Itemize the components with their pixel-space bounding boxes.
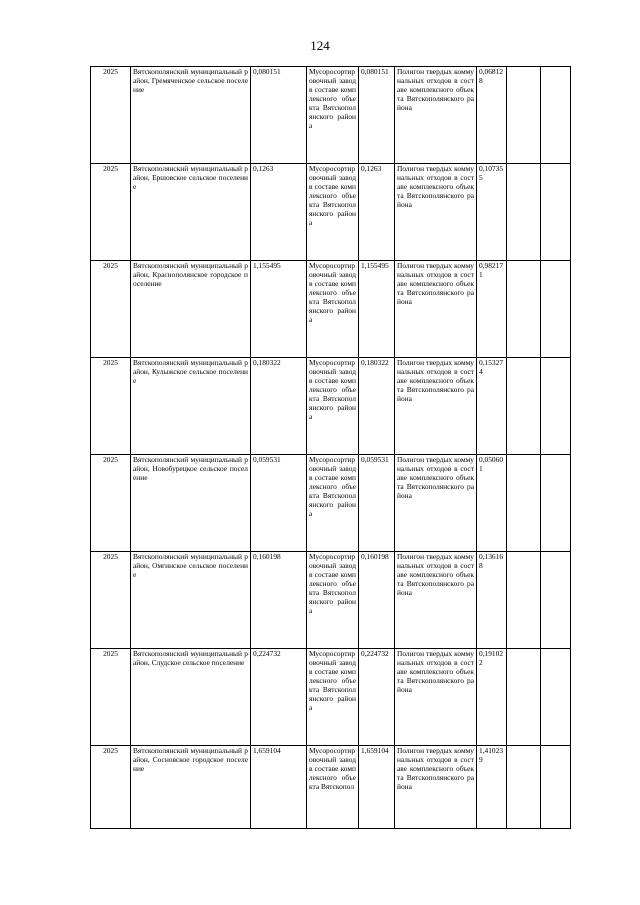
year-cell: 2025 — [91, 552, 131, 649]
mass2-cell: 1,155495 — [359, 261, 395, 358]
empty-cell — [507, 67, 541, 164]
object-cell: Мусоросортировочный завод в составе комплексного объекта Вятскополянского района — [307, 164, 359, 261]
mass-cell: 0,180322 — [251, 358, 307, 455]
mass-cell: 1,155495 — [251, 261, 307, 358]
mass3-cell: 0,050601 — [477, 455, 507, 552]
year-cell: 2025 — [91, 746, 131, 829]
empty-cell — [507, 164, 541, 261]
mass-cell: 0,224732 — [251, 649, 307, 746]
area-cell: Вятскополянский муниципальный район, Омгинское сельское поселение — [131, 552, 251, 649]
object-cell: Мусоросортировочный завод в составе комплексного объекта Вятскополянского района — [307, 455, 359, 552]
mass-cell: 0,160198 — [251, 552, 307, 649]
page-number: 124 — [310, 38, 330, 53]
table-body — [91, 67, 571, 829]
destination-cell: Полигон твердых коммунальных отходов в составе комплексного объекта Вятскополянского района — [395, 746, 477, 829]
mass3-cell: 1,410239 — [477, 746, 507, 829]
waste-flow-table — [90, 66, 571, 829]
destination-cell: Полигон твердых коммунальных отходов в составе комплексного объекта Вятскополянского района — [395, 358, 477, 455]
object-cell: Мусоросортировочный завод в составе комплексного объекта Вятскопол — [307, 746, 359, 829]
destination-cell: Полигон твердых коммунальных отходов в составе комплексного объекта Вятскополянского района — [395, 67, 477, 164]
destination-cell: Полигон твердых коммунальных отходов в составе комплексного объекта Вятскополянского района — [395, 455, 477, 552]
destination-cell: Полигон твердых коммунальных отходов в составе комплексного объекта Вятскополянского района — [395, 552, 477, 649]
year-cell: 2025 — [91, 164, 131, 261]
destination-cell: Полигон твердых коммунальных отходов в составе комплексного объекта Вятскополянского района — [395, 261, 477, 358]
destination-cell: Полигон твердых коммунальных отходов в составе комплексного объекта Вятскополянского района — [395, 649, 477, 746]
object-cell: Мусоросортировочный завод в составе комплексного объекта Вятскополянского района — [307, 552, 359, 649]
area-cell: Вятскополянский муниципальный район, Гремяченское сельское поселение — [131, 67, 251, 164]
empty-cell — [507, 552, 541, 649]
year-cell: 2025 — [91, 649, 131, 746]
mass3-cell: 0,136168 — [477, 552, 507, 649]
mass3-cell: 0,982171 — [477, 261, 507, 358]
mass2-cell: 0,180322 — [359, 358, 395, 455]
area-cell: Вятскополянский муниципальный район, Ершовское сельское поселение — [131, 164, 251, 261]
mass2-cell: 0,059531 — [359, 455, 395, 552]
mass3-cell: 0,191022 — [477, 649, 507, 746]
mass3-cell: 0,153274 — [477, 358, 507, 455]
table-row — [91, 67, 571, 164]
destination-cell: Полигон твердых коммунальных отходов в составе комплексного объекта Вятскополянского района — [395, 164, 477, 261]
year-cell: 2025 — [91, 261, 131, 358]
empty-cell — [507, 455, 541, 552]
table-row — [91, 649, 571, 746]
mass2-cell: 0,160198 — [359, 552, 395, 649]
table-row — [91, 261, 571, 358]
mass-cell: 1,659104 — [251, 746, 307, 829]
mass3-cell: 0,107355 — [477, 164, 507, 261]
empty-cell — [507, 746, 541, 829]
mass2-cell: 0,080151 — [359, 67, 395, 164]
area-cell: Вятскополянский муниципальный район, Новобурецкое сельское поселение — [131, 455, 251, 552]
year-cell: 2025 — [91, 358, 131, 455]
empty-cell — [541, 649, 571, 746]
empty-cell — [541, 746, 571, 829]
object-cell: Мусоросортировочный завод в составе комплексного объекта Вятскополянского района — [307, 649, 359, 746]
area-cell: Вятскополянский муниципальный район, Слудское сельское поселение — [131, 649, 251, 746]
object-cell: Мусоросортировочный завод в составе комплексного объекта Вятскополянского района — [307, 261, 359, 358]
mass3-cell: 0,068128 — [477, 67, 507, 164]
mass-cell: 0,1263 — [251, 164, 307, 261]
empty-cell — [507, 261, 541, 358]
area-cell: Вятскополянский муниципальный район, Краснополянское городское поселение — [131, 261, 251, 358]
table-row — [91, 552, 571, 649]
empty-cell — [541, 67, 571, 164]
mass2-cell: 1,659104 — [359, 746, 395, 829]
table-row — [91, 358, 571, 455]
area-cell: Вятскополянский муниципальный район, Сосновское городское поселение — [131, 746, 251, 829]
table-row — [91, 455, 571, 552]
empty-cell — [507, 649, 541, 746]
year-cell: 2025 — [91, 455, 131, 552]
mass2-cell: 0,1263 — [359, 164, 395, 261]
mass-cell: 0,080151 — [251, 67, 307, 164]
empty-cell — [507, 358, 541, 455]
table-row — [91, 164, 571, 261]
mass2-cell: 0,224732 — [359, 649, 395, 746]
object-cell: Мусоросортировочный завод в составе комплексного объекта Вятскополянского района — [307, 358, 359, 455]
table-row — [91, 746, 571, 829]
object-cell: Мусоросортировочный завод в составе комплексного объекта Вятскополянского района — [307, 67, 359, 164]
empty-cell — [541, 358, 571, 455]
year-cell: 2025 — [91, 67, 131, 164]
empty-cell — [541, 552, 571, 649]
empty-cell — [541, 261, 571, 358]
mass-cell: 0,059531 — [251, 455, 307, 552]
empty-cell — [541, 164, 571, 261]
empty-cell — [541, 455, 571, 552]
area-cell: Вятскополянский муниципальный район, Кулыжское сельское поселение — [131, 358, 251, 455]
